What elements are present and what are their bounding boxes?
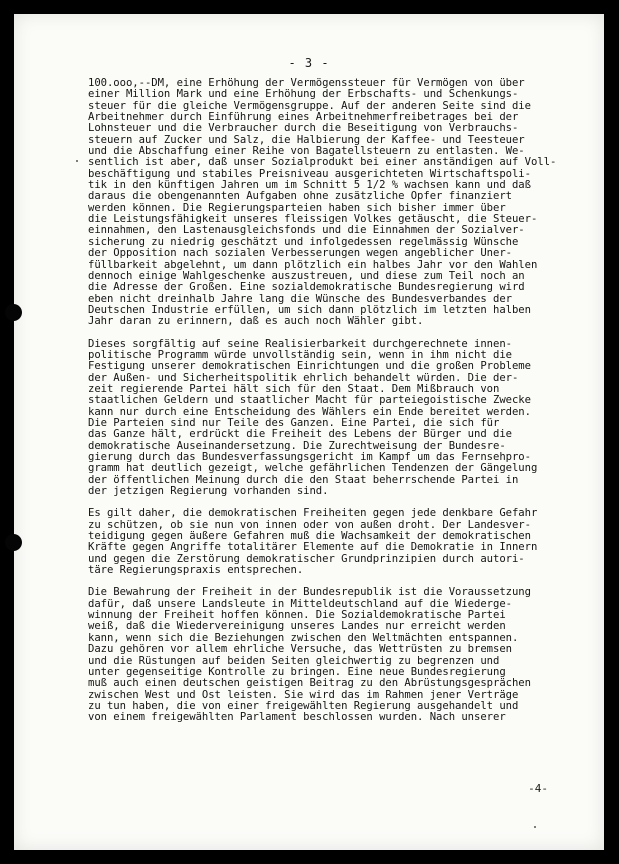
text-line: füllbarkeit abgelehnt, um dann plötzlich ein halbes Jahr vor den Wahlen xyxy=(88,258,538,271)
paper-speck xyxy=(534,826,536,828)
text-line: steuern auf Zucker und Salz, die Halbierung der Kaffee- und Teesteuer xyxy=(88,133,525,146)
text-line: das Ganze hält, erdrückt die Freiheit des Lebens der Bürger und die xyxy=(88,428,512,441)
document-body xyxy=(88,78,590,724)
text-line: kann, wenn sich die Beziehungen zwischen den Weltmächten entspannen. xyxy=(88,631,519,644)
punch-hole-bottom xyxy=(5,534,22,551)
paragraph-4 xyxy=(88,587,590,723)
text-line: gierung durch das Bundesverfassungsgericht im Kampf um das Fernsehpro- xyxy=(88,451,531,463)
text-line: dafür, daß unsere Landsleute in Mitteldeutschland auf die Wiederge- xyxy=(88,597,512,610)
paragraph-1 xyxy=(88,78,590,328)
page-number: - 3 - xyxy=(288,56,330,70)
continuation-marker: -4- xyxy=(528,782,548,795)
text-line: Lohnsteuer und die Verbraucher durch die Beseitigung von Verbrauchs- xyxy=(88,122,519,135)
punch-hole-top xyxy=(5,304,22,321)
text-line: daraus die obengenannten Aufgaben ohne zusätzliche Opfer finanziert xyxy=(88,190,512,203)
text-line: der Opposition nach sozialen Verbesserungen wegen angeblicher Uner- xyxy=(88,247,512,260)
text-line: zwischen West und Ost leisten. Sie wird das im Rahmen jener Verträge xyxy=(88,688,519,701)
text-line: täre Regierungspraxis entsprechen. xyxy=(88,564,304,577)
text-line: die Leistungsfähigkeit unseres fleissigen Volkes getäuscht, die Steuer- xyxy=(88,213,538,226)
text-line: tik in den künftigen Jahren um im Schnitt 5 1/2 % wachsen kann und daß xyxy=(88,179,531,192)
text-line: muß auch einen deutschen geistigen Beitrag zu den Abrüstungsgesprächen xyxy=(88,677,531,690)
text-line: sentlich ist aber, daß unser Sozialprodukt bei einer anständigen auf Voll- xyxy=(88,156,557,169)
text-line: demokratische Auseinandersetzung. Die Zurechtweisung der Bundesre- xyxy=(88,439,506,452)
text-line: teidigung gegen äußere Gefahren muß die Wachsamkeit der demokratischen xyxy=(88,530,531,543)
text-line: zeit regierende Partei hält sich für den Staat. Dem Mißbrauch von xyxy=(88,382,500,395)
text-line: staatlichen Geldern und staatlicher Macht für parteiegoistische Zwecke xyxy=(88,394,531,407)
text-line: gramm hat deutlich gezeigt, welche gefährlichen Tendenzen der Gängelung xyxy=(88,462,538,475)
text-line: und die Abschaffung einer Reihe von Bagatellsteuern zu entlasten. We- xyxy=(88,145,525,158)
text-line: der öffentlichen Meinung durch die den Staat beherrschende Partei in xyxy=(88,473,519,486)
text-line: werden können. Die Regierungsparteien haben sich bisher immer über xyxy=(88,201,506,214)
text-line: Dieses sorgfältig auf seine Realisierbarkeit durchgerechnete innen- xyxy=(88,337,512,350)
text-line: zu tun haben, die von einer freigewählten Regierung ausgehandelt und xyxy=(88,699,519,712)
text-line: Die Bewahrung der Freiheit in der Bundesrepublik ist die Voraussetzung xyxy=(88,586,531,599)
text-line: Dazu gehören vor allem ehrliche Versuche, das Wettrüsten zu bremsen xyxy=(88,643,512,656)
text-line: der Außen- und Sicherheitspolitik ehrlich behandelt würden. Die der- xyxy=(88,371,519,384)
text-line: zu schützen, ob sie nun von innen oder von außen droht. Der Landesver- xyxy=(88,518,531,531)
text-line: Die Parteien sind nur Teile des Ganzen. Eine Partei, die sich für xyxy=(88,416,500,429)
text-line: winnung der Freiheit hoffen können. Die Sozialdemokratische Partei xyxy=(88,609,506,622)
text-line: Festigung unserer demokratischen Einrichtungen und die großen Probleme xyxy=(88,360,531,373)
text-line: unter gegenseitige Kontrolle zu bringen. Eine neue Bundesregierung xyxy=(88,665,506,678)
text-line: Deutschen Industrie erfüllen, um sich dann plötzlich im letzten halben xyxy=(88,303,531,316)
text-line: weiß, daß die Wiedervereinigung unseres Landes nur erreicht werden xyxy=(88,620,506,633)
paragraph-3 xyxy=(88,508,590,576)
text-line: steuer für die gleiche Vermögensgruppe. Auf der anderen Seite sind die xyxy=(88,99,531,112)
document-page xyxy=(14,14,604,850)
text-line: die Adresse der Großen. Eine sozialdemokratische Bundesregierung wird xyxy=(88,281,525,294)
text-line: der jetzigen Regierung vorhanden sind. xyxy=(88,485,329,498)
text-line: kann nur durch eine Entscheidung des Wählers ein Ende bereitet werden. xyxy=(88,405,531,418)
text-line: 100.ooo,--DM, eine Erhöhung der Vermögenssteuer für Vermögen von über xyxy=(88,77,525,89)
text-line: Es gilt daher, die demokratischen Freiheiten gegen jede denkbare Gefahr xyxy=(88,507,538,520)
paragraph-2 xyxy=(88,339,590,498)
text-line: von einem freigewählten Parlament beschlossen wurden. Nach unserer xyxy=(88,711,506,724)
text-line: politische Programm würde unvollständig sein, wenn in ihm nicht die xyxy=(88,348,512,361)
text-line: Kräfte gegen Angriffe totalitärer Elemente auf die Demokratie in Innern xyxy=(88,541,538,554)
text-line: eben nicht dreinhalb Jahre lang die Wünsche des Bundesverbandes der xyxy=(88,292,512,305)
text-line: und gegen die Zerstörung demokratischer Grundprinzipien durch autori- xyxy=(88,552,525,565)
text-line: Jahr daran zu erinnern, daß es auch noch Wähler gibt. xyxy=(88,315,424,328)
text-line: einer Million Mark und eine Erhöhung der Erbschafts- und Schenkungs- xyxy=(88,88,519,101)
text-line: dennoch einige Wahlgeschenke auszustreuen, und diese zum Teil noch an xyxy=(88,269,525,282)
paper-speck xyxy=(76,160,78,162)
text-line: und die Rüstungen auf beiden Seiten gleichwertig zu begrenzen und xyxy=(88,654,500,667)
text-line: einnahmen, den Lastenausgleichsfonds und die Einnahmen der Sozialver- xyxy=(88,224,525,237)
text-line: sicherung zu niedrig geschätzt und infolgedessen regelmässig Wünsche xyxy=(88,235,519,248)
text-line: beschäftigung und stabiles Preisniveau ausgerichteten Wirtschaftspoli- xyxy=(88,167,531,180)
text-line: Arbeitnehmer durch Einführung eines Arbeitnehmerfreibetrages bei der xyxy=(88,111,519,124)
